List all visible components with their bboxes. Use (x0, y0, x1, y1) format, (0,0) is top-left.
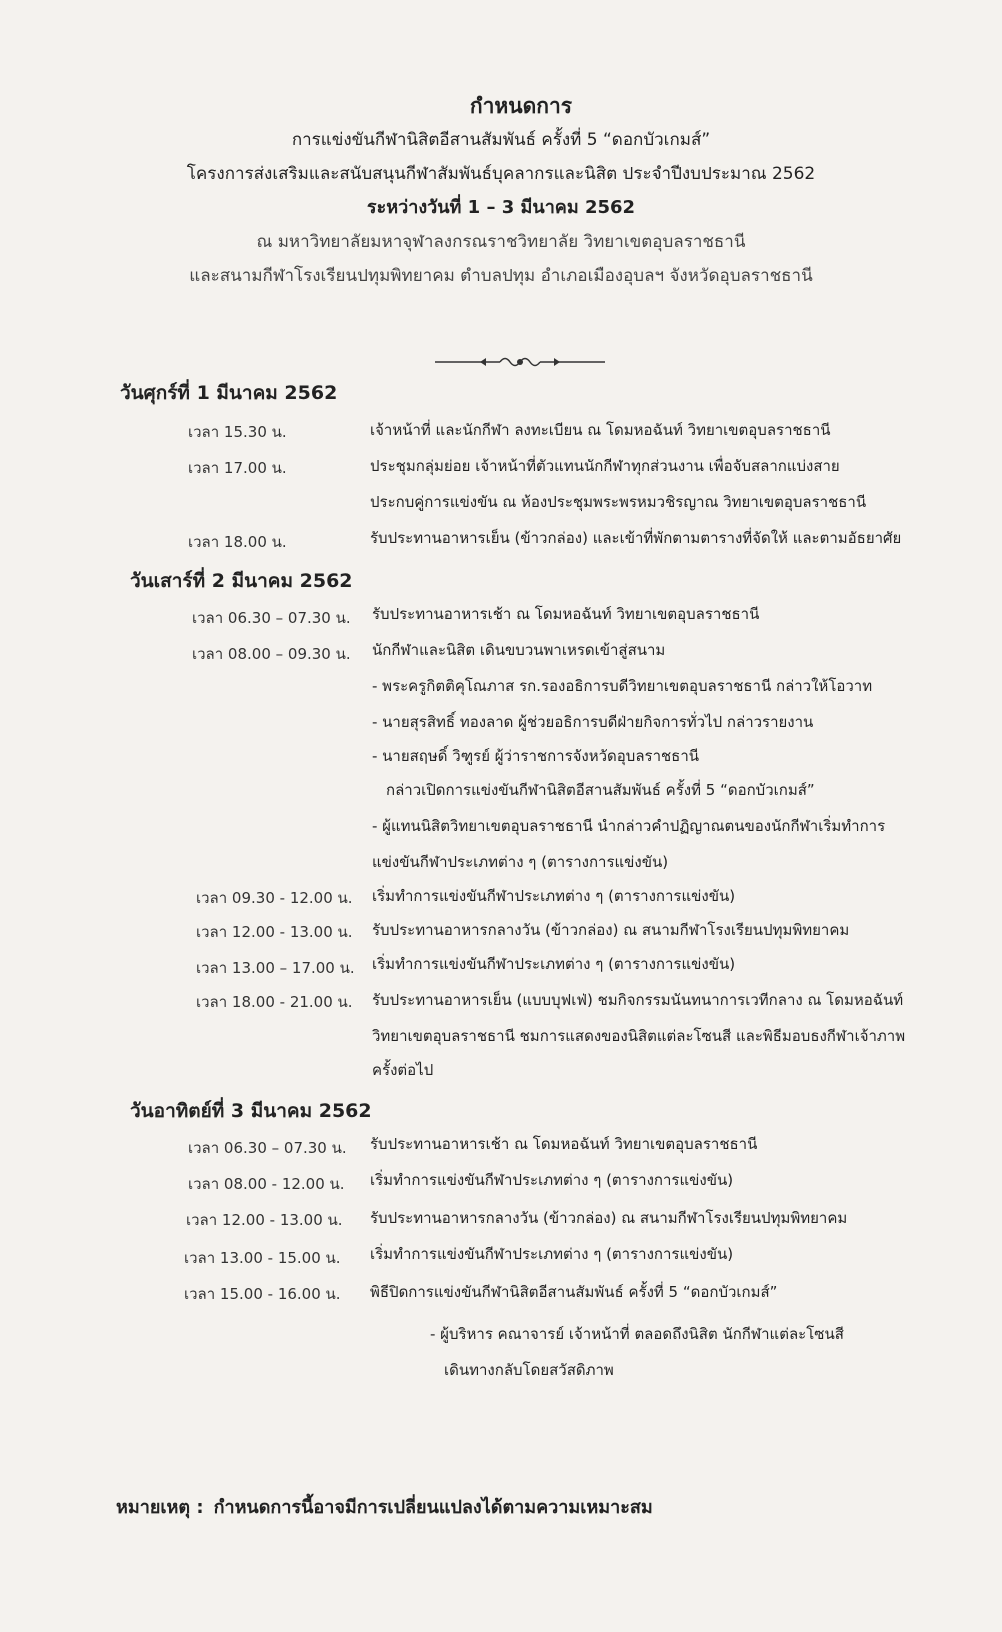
day3-time-4: เวลา 13.00 - 15.00 น. (184, 1249, 341, 1267)
day3-activity-2: เริ่มทำการแข่งขันกีฬาประเภทต่าง ๆ (ตารางการแข่งขัน) (370, 1171, 734, 1189)
project-name: โครงการส่งเสริมและสนับสนุนกีฬาสัมพันธ์บุคลากรและนิสิต ประจำปีงบประมาณ 2562 (186, 164, 816, 184)
day2-activity-6b: วิทยาเขตอุบลราชธานี ชมการแสดงของนิสิตแต่ละโซนสี และพิธีมอบธงกีฬาเจ้าภาพ (372, 1027, 906, 1045)
day2-activity-4: รับประทานอาหารกลางวัน (ข้าวกล่อง) ณ สนามกีฬาโรงเรียนปทุมพิทยาคม (372, 921, 850, 939)
day2-activity-6a: รับประทานอาหารเย็น (แบบบุฟเฟ่) ชมกิจกรรมนันทนาการเวทีกลาง ณ โดมหอฉันท์ (372, 991, 904, 1009)
day2-bullet-2: - นายสุรสิทธิ์ ทองลาด ผู้ช่วยอธิการบดีฝ่ายกิจการทั่วไป กล่าวรายงาน (372, 713, 814, 731)
day3-activity-3: รับประทานอาหารกลางวัน (ข้าวกล่อง) ณ สนามกีฬาโรงเรียนปทุมพิทยาคม (370, 1209, 848, 1227)
venue-line-1: ณ มหาวิทยาลัยมหาจุฬาลงกรณราชวิทยาลัย วิทยาเขตอุบลราชธานี (256, 232, 746, 252)
day2-time-4: เวลา 12.00 - 13.00 น. (196, 923, 353, 941)
document-header (0, 96, 1002, 300)
day2-time-5: เวลา 13.00 – 17.00 น. (196, 959, 355, 977)
day1-activity-2b: ประกบคู่การแข่งขัน ณ ห้องประชุมพระพรหมวชิรญาณ วิทยาเขตอุบลราชธานี (370, 493, 867, 511)
day3-time-5: เวลา 15.00 - 16.00 น. (184, 1285, 341, 1303)
day2-bullet-4b: แข่งขันกีฬาประเภทต่าง ๆ (ตารางการแข่งขัน) (372, 853, 669, 871)
day1-time-2: เวลา 17.00 น. (188, 459, 287, 477)
venue-line-2: และสนามกีฬาโรงเรียนปทุมพิทยาคม ตำบลปทุม อำเภอเมืองอุบลฯ จังหวัดอุบลราชธานี (189, 266, 813, 286)
day1-time-1: เวลา 15.30 น. (188, 423, 287, 441)
day2-activity-6c: ครั้งต่อไป (372, 1061, 434, 1079)
footnote-text: กำหนดการนี้อาจมีการเปลี่ยนแปลงได้ตามความเหมาะสม (213, 1497, 653, 1518)
event-dates: ระหว่างวันที่ 1 – 3 มีนาคม 2562 (366, 197, 636, 218)
day2-time-2: เวลา 08.00 – 09.30 น. (192, 645, 351, 663)
day3-heading: วันอาทิตย์ที่ 3 มีนาคม 2562 (130, 1100, 372, 1122)
day2-bullet-1: - พระครูกิตติคุโณภาส รก.รองอธิการบดีวิทยาเขตอุบลราชธานี กล่าวให้โอวาท (372, 677, 873, 695)
day3-time-1: เวลา 06.30 – 07.30 น. (188, 1139, 347, 1157)
footnote-label: หมายเหตุ : (116, 1497, 204, 1518)
day3-time-3: เวลา 12.00 - 13.00 น. (186, 1211, 343, 1229)
day1-activity-3: รับประทานอาหารเย็น (ข้าวกล่อง) และเข้าที่พักตามตารางที่จัดให้ และตามอัธยาศัย (370, 529, 902, 547)
day2-bullet-3b: กล่าวเปิดการแข่งขันกีฬานิสิตอีสานสัมพันธ์ ครั้งที่ 5 “ดอกบัวเกมส์” (386, 781, 815, 799)
day3-activity-1: รับประทานอาหารเช้า ณ โดมหอฉันท์ วิทยาเขตอุบลราชธานี (370, 1135, 758, 1153)
day2-bullet-3a: - นายสฤษดิ์ วิฑูรย์ ผู้ว่าราชการจังหวัดอุบลราชธานี (372, 747, 700, 765)
day2-bullet-4a: - ผู้แทนนิสิตวิทยาเขตอุบลราชธานี นำกล่าวคำปฏิญาณตนของนักกีฬาเริ่มทำการ (372, 817, 886, 835)
day3-activity-5: พิธีปิดการแข่งขันกีฬานิสิตอีสานสัมพันธ์ ครั้งที่ 5 “ดอกบัวเกมส์” (370, 1283, 778, 1301)
day2-time-1: เวลา 06.30 – 07.30 น. (192, 609, 351, 627)
day2-activity-5: เริ่มทำการแข่งขันกีฬาประเภทต่าง ๆ (ตารางการแข่งขัน) (372, 955, 736, 973)
day2-activity-3: เริ่มทำการแข่งขันกีฬาประเภทต่าง ๆ (ตารางการแข่งขัน) (372, 887, 736, 905)
day1-time-3: เวลา 18.00 น. (188, 533, 287, 551)
event-name: การแข่งขันกีฬานิสิตอีสานสัมพันธ์ ครั้งที่ 5 “ดอกบัวเกมส์” (291, 130, 711, 150)
day2-heading: วันเสาร์ที่ 2 มีนาคม 2562 (130, 570, 353, 592)
day3-time-2: เวลา 08.00 - 12.00 น. (188, 1175, 345, 1193)
document-title: กำหนดการ (469, 94, 573, 118)
ornament-divider-icon (430, 352, 610, 372)
day2-activity-1: รับประทานอาหารเช้า ณ โดมหอฉันท์ วิทยาเขตอุบลราชธานี (372, 605, 760, 623)
day1-activity-1: เจ้าหน้าที่ และนักกีฬา ลงทะเบียน ณ โดมหอฉันท์ วิทยาเขตอุบลราชธานี (370, 421, 831, 439)
footnote (116, 1492, 653, 1521)
day1-activity-2a: ประชุมกลุ่มย่อย เจ้าหน้าที่ตัวแทนนักกีฬาทุกส่วนงาน เพื่อจับสลากแบ่งสาย (370, 457, 840, 475)
day2-activity-2: นักกีฬาและนิสิต เดินขบวนพาเหรดเข้าสู่สนาม (372, 641, 666, 659)
day3-bullet-1b: เดินทางกลับโดยสวัสดิภาพ (444, 1361, 614, 1379)
day3-bullet-1a: - ผู้บริหาร คณาจารย์ เจ้าหน้าที่ ตลอดถึงนิสิต นักกีฬาแต่ละโซนสี (430, 1325, 844, 1343)
day1-heading: วันศุกร์ที่ 1 มีนาคม 2562 (120, 382, 338, 404)
day2-time-3: เวลา 09.30 - 12.00 น. (196, 889, 353, 907)
day3-activity-4: เริ่มทำการแข่งขันกีฬาประเภทต่าง ๆ (ตารางการแข่งขัน) (370, 1245, 734, 1263)
day2-time-6: เวลา 18.00 - 21.00 น. (196, 993, 353, 1011)
